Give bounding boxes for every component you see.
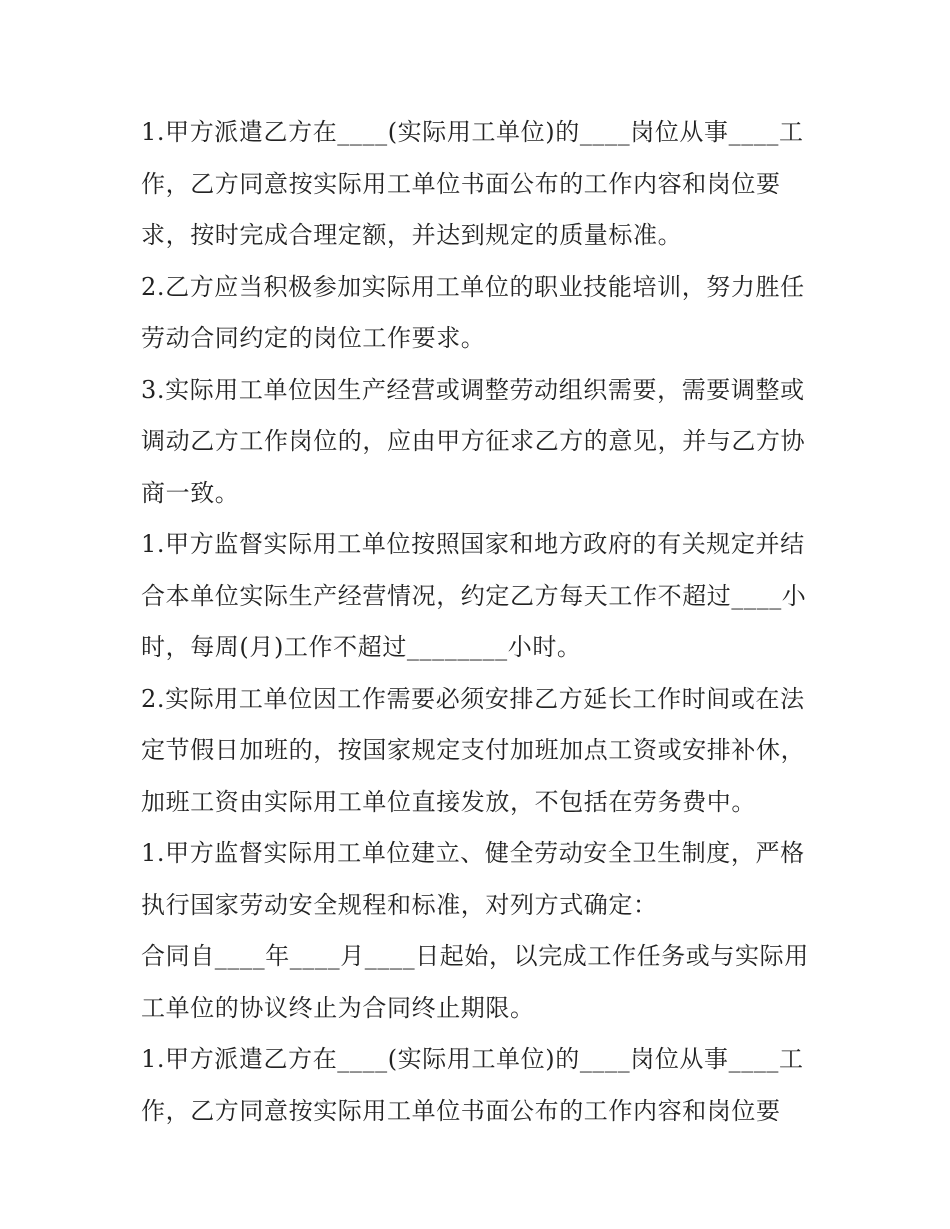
paragraph-job-assignment-repeat: 1.甲方派遣乙方在____(实际用工单位)的____岗位从事____工作，乙方同意按实际用工单位书面公布的工作内容和岗位要 bbox=[141, 1045, 804, 1125]
paragraph-working-hours: 1.甲方监督实际用工单位按照国家和地方政府的有关规定并结合本单位实际生产经营情况，约定乙方每天工作不超过____小时，每周(月)工作不超过________小时。 bbox=[141, 530, 807, 661]
paragraph-skills-training: 2.乙方应当积极参加实际用工单位的职业技能培训，努力胜任劳动合同约定的岗位工作要求。 bbox=[141, 272, 805, 352]
paragraph-job-assignment: 1.甲方派遣乙方在____(实际用工单位)的____岗位从事____工作，乙方同意按实际用工单位书面公布的工作内容和岗位要求，按时完成合理定额，并达到规定的质量标准。 bbox=[141, 118, 804, 249]
paragraph-contract-term: 合同自____年____月____日起始，以完成工作任务或与实际用工单位的协议终止为合同终止期限。 bbox=[141, 942, 809, 1022]
paragraph-overtime: 2.实际用工单位因工作需要必须安排乙方延长工作时间或在法定节假日加班的，按国家规定支付加班加点工资或安排补休，加班工资由实际用工单位直接发放，不包括在劳务费中。 bbox=[141, 684, 806, 816]
document-body bbox=[141, 107, 813, 1137]
paragraph-position-adjustment: 3.实际用工单位因生产经营或调整劳动组织需要，需要调整或调动乙方工作岗位的，应由甲方征求乙方的意见，并与乙方协商一致。 bbox=[141, 375, 806, 507]
paragraph-safety-system: 1.甲方监督实际用工单位建立、健全劳动安全卫生制度，严格执行国家劳动安全规程和标准，对列方式确定： bbox=[141, 839, 805, 919]
